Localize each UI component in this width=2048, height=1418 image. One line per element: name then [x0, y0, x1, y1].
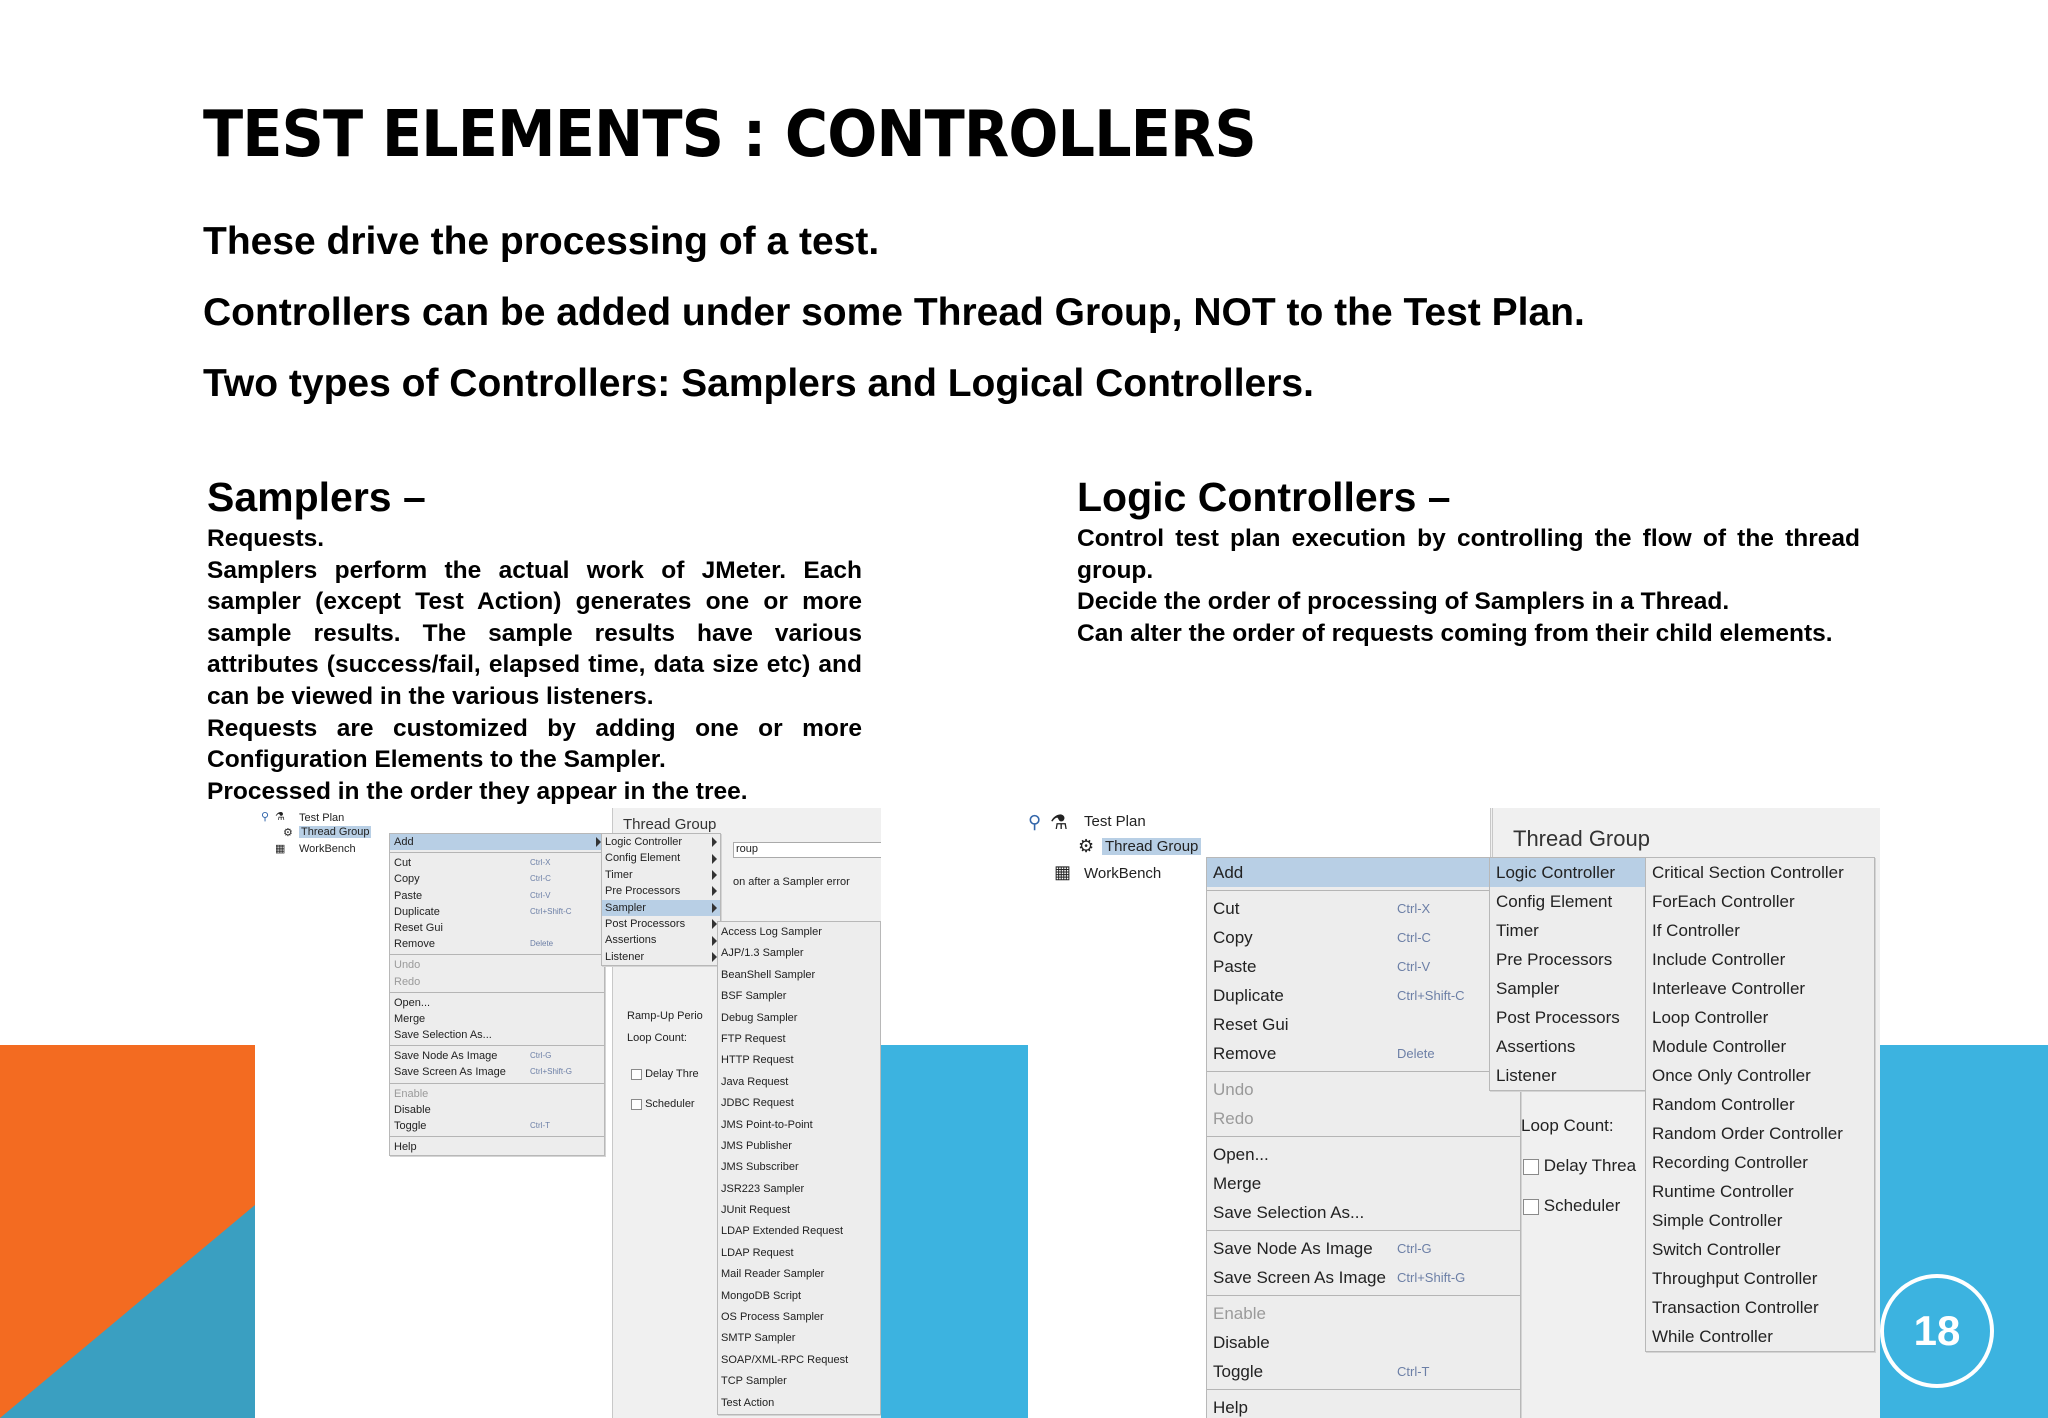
menu-item-label: Recording Controller: [1652, 1153, 1808, 1172]
menu-item-timer[interactable]: [602, 867, 720, 883]
menu-item-switch-controller[interactable]: [1646, 1235, 1874, 1264]
menu-separator: [1207, 1136, 1520, 1137]
menu-item-bsf-sampler[interactable]: [718, 986, 880, 1007]
menu-item-copy[interactable]: [1207, 923, 1520, 952]
menu-separator: [390, 1083, 604, 1084]
menu-item-smtp-sampler[interactable]: [718, 1328, 880, 1349]
menu-item-label: Enable: [394, 1087, 429, 1100]
menu-item-label: Random Controller: [1652, 1095, 1795, 1114]
menu-item-label: Add: [1213, 863, 1244, 882]
menu-item-junit-request[interactable]: [718, 1200, 880, 1221]
menu-item-label: Save Screen As Image: [394, 1066, 506, 1079]
tree-expand-icon[interactable]: ⚲: [1028, 812, 1042, 832]
submenu-arrow-icon: [712, 837, 717, 847]
menu-item-label: Cut: [1213, 899, 1240, 918]
samplers-paragraph: Requests.: [207, 525, 325, 552]
menu-item-merge[interactable]: [390, 1011, 604, 1027]
menu-item-if-controller[interactable]: [1646, 916, 1874, 945]
menu-separator: [1207, 1230, 1520, 1231]
menu-item-label: OS Process Sampler: [721, 1311, 824, 1324]
menu-item-label: Switch Controller: [1652, 1240, 1781, 1259]
menu-item-label: Save Node As Image: [1213, 1239, 1373, 1258]
menu-item-label: Toggle: [1213, 1362, 1264, 1381]
menu-item-help[interactable]: [390, 1139, 604, 1155]
menu-item-shortcut: Ctrl-V: [530, 890, 551, 900]
panel-error-label: on after a Sampler error: [733, 876, 850, 888]
menu-item-label: LDAP Request: [721, 1246, 794, 1259]
menu-item-label: Runtime Controller: [1652, 1182, 1794, 1201]
menu-item-enable[interactable]: [1207, 1299, 1520, 1328]
menu-item-label: If Controller: [1652, 921, 1740, 940]
menu-item-save-selection-as[interactable]: [390, 1027, 604, 1043]
menu-item-label: Module Controller: [1652, 1037, 1787, 1056]
menu-item-label: Java Request: [721, 1075, 789, 1088]
submenu-arrow-icon: [712, 886, 717, 896]
menu-item-label: Help: [1213, 1398, 1248, 1417]
samplers-heading: Samplers –: [207, 474, 426, 520]
menu-item-label: Duplicate: [394, 905, 440, 918]
menu-item-label: Logic Controller: [1496, 863, 1616, 882]
menu-item-assertions[interactable]: [602, 932, 720, 948]
menu-separator: [390, 1045, 604, 1046]
menu-item-label: Pre Processors: [605, 885, 681, 898]
menu-item-label: Help: [394, 1141, 417, 1154]
menu-item-shortcut: Ctrl+Shift-C: [1397, 988, 1465, 1003]
menu-item-label: SMTP Sampler: [721, 1332, 796, 1345]
menu-item-label: JMS Point-to-Point: [721, 1118, 813, 1131]
menu-item-label: Reset Gui: [1213, 1015, 1289, 1034]
checkbox-icon[interactable]: [631, 1099, 642, 1110]
tree-item-workbench[interactable]: WorkBench: [1084, 865, 1162, 882]
context-menu: [389, 833, 605, 1156]
page-number-badge: 18: [1880, 1274, 1994, 1388]
panel-title: Thread Group: [1513, 826, 1650, 851]
menu-item-save-screen-as-image[interactable]: [1207, 1263, 1520, 1292]
add-submenu: [601, 833, 721, 966]
menu-item-label: Duplicate: [1213, 986, 1284, 1005]
tree-item-thread-group[interactable]: Thread Group: [1102, 838, 1201, 855]
submenu-arrow-icon: [712, 870, 717, 880]
menu-item-label: Access Log Sampler: [721, 926, 822, 938]
menu-item-reset-gui[interactable]: [390, 920, 604, 936]
menu-item-disable[interactable]: [1207, 1328, 1520, 1357]
menu-item-label: HTTP Request: [721, 1054, 794, 1067]
checkbox-icon[interactable]: [1523, 1199, 1539, 1215]
menu-item-label: Loop Controller: [1652, 1008, 1769, 1027]
menu-item-label: Copy: [394, 873, 420, 886]
checkbox-icon[interactable]: [631, 1069, 642, 1080]
menu-item-label: MongoDB Script: [721, 1289, 802, 1302]
delay-thread-label: Delay Threa: [1543, 1156, 1637, 1175]
menu-item-label: JDBC Request: [721, 1097, 794, 1110]
menu-item-label: Paste: [394, 889, 423, 902]
menu-item-shortcut: Ctrl-G: [1397, 1241, 1432, 1256]
workbench-icon: ▦: [275, 843, 286, 855]
menu-item-shortcut: Ctrl-T: [1397, 1364, 1430, 1379]
menu-item-label: Random Order Controller: [1652, 1124, 1843, 1143]
menu-item-label: Throughput Controller: [1652, 1269, 1818, 1288]
panel-name-field[interactable]: roup: [733, 842, 881, 858]
menu-item-shortcut: Ctrl+Shift-G: [1397, 1270, 1466, 1285]
menu-item-label: Sampler: [605, 901, 646, 914]
menu-item-os-process-sampler[interactable]: [718, 1307, 880, 1328]
menu-item-label: Disable: [1213, 1333, 1270, 1352]
samplers-body: [207, 523, 862, 807]
menu-item-label: Listener: [1496, 1066, 1557, 1085]
menu-item-critical-section-controller[interactable]: [1646, 858, 1874, 887]
menu-item-ajp-1-3-sampler[interactable]: [718, 943, 880, 964]
menu-item-disable[interactable]: [390, 1102, 604, 1118]
delay-thread-option[interactable]: [1523, 1156, 1636, 1176]
menu-item-help[interactable]: [1207, 1393, 1520, 1418]
menu-item-shortcut: Ctrl-C: [1397, 930, 1431, 945]
menu-item-interleave-controller[interactable]: [1646, 974, 1874, 1003]
menu-item-jms-subscriber[interactable]: [718, 1157, 880, 1178]
menu-item-label: Sampler: [1496, 979, 1560, 998]
menu-item-jms-point-to-point[interactable]: [718, 1115, 880, 1136]
menu-item-duplicate[interactable]: [1207, 981, 1520, 1010]
menu-item-label: Save Node As Image: [394, 1050, 498, 1063]
blue-band-shape: [880, 1045, 1028, 1418]
menu-item-label: Merge: [1213, 1174, 1262, 1193]
jmeter-sampler-screenshot: [255, 808, 881, 1418]
loop-count-label: Loop Count:: [627, 1032, 687, 1044]
menu-item-jdbc-request[interactable]: [718, 1093, 880, 1114]
logic-paragraph: Control test plan execution by controlling the flow of the thread group.: [1077, 525, 1860, 584]
menu-item-label: Toggle: [394, 1120, 427, 1132]
menu-item-redo[interactable]: [390, 974, 604, 990]
menu-item-label: BeanShell Sampler: [721, 968, 816, 981]
menu-item-label: Interleave Controller: [1652, 979, 1806, 998]
menu-item-shortcut: Delete: [530, 939, 554, 949]
samplers-paragraph: Samplers perform the actual work of JMeter. Each sampler (except Test Action) generates one or more sample results. The sample results have various attributes (success/fail, elapsed time, data size etc) and can be viewed in the various listeners.: [207, 556, 862, 710]
menu-separator: [1207, 1389, 1520, 1390]
menu-item-test-action[interactable]: [718, 1393, 880, 1414]
menu-item-label: TCP Sampler: [721, 1375, 787, 1388]
menu-item-label: JMS Subscriber: [721, 1161, 799, 1174]
menu-item-config-element[interactable]: [602, 850, 720, 866]
tree-item-workbench[interactable]: WorkBench: [299, 843, 356, 855]
thread-group-icon: ⚙: [283, 827, 293, 839]
menu-item-copy[interactable]: [390, 871, 604, 887]
menu-item-reset-gui[interactable]: [1207, 1010, 1520, 1039]
menu-item-shortcut: Ctrl-C: [530, 874, 551, 884]
tree-item-thread-group[interactable]: Thread Group: [301, 826, 370, 838]
menu-item-label: Remove: [394, 938, 435, 951]
menu-item-label: Merge: [394, 1012, 426, 1025]
menu-item-http-request[interactable]: [718, 1050, 880, 1071]
menu-item-post-processors[interactable]: [602, 916, 720, 932]
menu-item-tcp-sampler[interactable]: [718, 1371, 880, 1392]
tree-item-test-plan[interactable]: Test Plan: [1084, 813, 1146, 830]
menu-item-shortcut: Ctrl-V: [1397, 959, 1431, 974]
menu-item-cut[interactable]: [1207, 894, 1520, 923]
menu-item-label: Undo: [394, 959, 421, 972]
menu-item-simple-controller[interactable]: [1646, 1206, 1874, 1235]
menu-item-label: Transaction Controller: [1652, 1298, 1819, 1317]
scheduler-option[interactable]: [1523, 1196, 1620, 1216]
menu-item-label: Save Selection As...: [394, 1029, 492, 1042]
thread-group-icon: ⚙: [1078, 836, 1095, 856]
menu-item-label: Assertions: [605, 934, 657, 947]
menu-item-label: Save Screen As Image: [1213, 1268, 1386, 1287]
tree-item-test-plan[interactable]: Test Plan: [299, 812, 345, 824]
menu-item-label: Paste: [1213, 957, 1257, 976]
bullet-line: These drive the processing of a test.: [203, 220, 880, 263]
logic-controller-submenu: [1645, 857, 1875, 1352]
logic-body: [1077, 523, 1860, 649]
menu-item-add[interactable]: [1207, 858, 1520, 887]
slide-title: TEST ELEMENTS : CONTROLLERS: [203, 98, 1256, 172]
menu-item-jms-publisher[interactable]: [718, 1136, 880, 1157]
menu-separator: [1207, 1071, 1520, 1072]
menu-item-mail-reader-sampler[interactable]: [718, 1264, 880, 1285]
menu-item-label: Config Element: [1496, 892, 1613, 911]
menu-item-ldap-request[interactable]: [718, 1243, 880, 1264]
menu-item-label: Config Element: [605, 852, 681, 865]
scheduler-label: Scheduler: [1543, 1196, 1621, 1215]
menu-item-toggle[interactable]: [1207, 1357, 1520, 1386]
menu-item-undo[interactable]: [390, 957, 604, 973]
menu-separator: [390, 954, 604, 955]
checkbox-icon[interactable]: [1523, 1159, 1539, 1175]
menu-item-save-selection-as[interactable]: [1207, 1198, 1520, 1227]
context-menu: [1206, 857, 1521, 1418]
menu-item-enable[interactable]: [390, 1086, 604, 1102]
menu-item-label: Test Action: [721, 1396, 775, 1409]
menu-item-label: SOAP/XML-RPC Request: [721, 1353, 849, 1366]
menu-item-shortcut: Ctrl-T: [530, 1121, 550, 1130]
menu-item-merge[interactable]: [1207, 1169, 1520, 1198]
menu-item-label: Redo: [1213, 1109, 1254, 1128]
menu-item-runtime-controller[interactable]: [1646, 1177, 1874, 1206]
menu-item-label: AJP/1.3 Sampler: [721, 947, 804, 960]
logic-paragraph: Can alter the order of requests coming from their child elements.: [1077, 619, 1833, 647]
menu-item-throughput-controller[interactable]: [1646, 1264, 1874, 1293]
menu-item-label: Post Processors: [1496, 1008, 1620, 1027]
menu-item-shortcut: Ctrl-X: [530, 858, 551, 868]
menu-item-while-controller[interactable]: [1646, 1322, 1874, 1351]
menu-item-ldap-extended-request[interactable]: [718, 1221, 880, 1242]
menu-item-label: Timer: [605, 868, 633, 881]
menu-item-shortcut: Ctrl-X: [1397, 901, 1431, 916]
menu-item-label: Enable: [1213, 1304, 1266, 1323]
menu-item-label: While Controller: [1652, 1327, 1773, 1346]
submenu-arrow-icon: [712, 854, 717, 864]
menu-item-label: Once Only Controller: [1652, 1066, 1811, 1085]
menu-item-label: JUnit Request: [721, 1204, 791, 1217]
test-plan-icon: ⚗: [275, 811, 285, 823]
menu-item-label: Redo: [394, 975, 421, 988]
menu-item-random-order-controller[interactable]: [1646, 1119, 1874, 1148]
menu-item-include-controller[interactable]: [1646, 945, 1874, 974]
samplers-paragraph: Processed in the order they appear in the tree.: [207, 777, 748, 805]
menu-item-label: Debug Sampler: [721, 1011, 798, 1024]
menu-item-beanshell-sampler[interactable]: [718, 965, 880, 986]
menu-item-remove[interactable]: [390, 936, 604, 952]
menu-item-save-screen-as-image[interactable]: [390, 1064, 604, 1080]
scheduler-label: Scheduler: [645, 1098, 695, 1110]
menu-item-label: Logic Controller: [605, 836, 683, 848]
menu-item-shortcut: Ctrl+Shift-G: [530, 1067, 573, 1077]
menu-item-duplicate[interactable]: [390, 904, 604, 920]
menu-item-label: Add: [394, 836, 414, 848]
menu-item-logic-controller[interactable]: [602, 834, 720, 850]
menu-item-label: Critical Section Controller: [1652, 863, 1844, 882]
menu-item-add[interactable]: [390, 834, 604, 850]
menu-item-label: LDAP Extended Request: [721, 1225, 844, 1238]
menu-item-random-controller[interactable]: [1646, 1090, 1874, 1119]
sampler-submenu: [717, 921, 881, 1415]
menu-item-label: ForEach Controller: [1652, 892, 1795, 911]
menu-item-label: FTP Request: [721, 1032, 786, 1045]
bullet-line: Two types of Controllers: Samplers and Logical Controllers.: [203, 362, 1314, 405]
menu-item-mongodb-script[interactable]: [718, 1286, 880, 1307]
loop-count-label: Loop Count:: [1521, 1116, 1614, 1135]
menu-item-label: Listener: [605, 950, 645, 963]
menu-item-ftp-request[interactable]: [718, 1029, 880, 1050]
menu-item-label: Undo: [1213, 1080, 1254, 1099]
menu-item-toggle[interactable]: [390, 1118, 604, 1134]
workbench-icon: ▦: [1054, 862, 1072, 882]
menu-item-save-node-as-image[interactable]: [1207, 1234, 1520, 1263]
menu-item-pre-processors[interactable]: [602, 883, 720, 899]
menu-item-label: Remove: [1213, 1044, 1277, 1063]
menu-item-access-log-sampler[interactable]: [718, 922, 880, 943]
menu-separator: [1207, 890, 1520, 891]
menu-item-label: JMS Publisher: [721, 1139, 792, 1152]
menu-separator: [390, 992, 604, 993]
menu-item-label: Open...: [394, 996, 431, 1009]
delay-thread-label: Delay Thre: [645, 1068, 699, 1080]
bullet-line: Controllers can be added under some Thread Group, NOT to the Test Plan.: [203, 291, 1585, 334]
menu-item-label: JSR223 Sampler: [721, 1182, 805, 1195]
menu-item-label: Cut: [394, 857, 412, 870]
menu-item-recording-controller[interactable]: [1646, 1148, 1874, 1177]
delay-thread-option[interactable]: [631, 1068, 699, 1080]
menu-item-paste[interactable]: [1207, 952, 1520, 981]
menu-item-shortcut: Delete: [1397, 1046, 1435, 1061]
menu-item-label: Post Processors: [605, 917, 686, 930]
menu-item-sampler[interactable]: [602, 900, 720, 916]
ramp-up-label: Ramp-Up Perio: [627, 1010, 703, 1022]
menu-item-label: Simple Controller: [1652, 1211, 1783, 1230]
menu-item-redo[interactable]: [1207, 1104, 1520, 1133]
menu-item-open[interactable]: [1207, 1140, 1520, 1169]
menu-item-label: Mail Reader Sampler: [721, 1268, 825, 1281]
test-plan-icon: ⚗: [1050, 812, 1068, 834]
menu-item-debug-sampler[interactable]: [718, 1008, 880, 1029]
menu-item-label: Open...: [1213, 1145, 1269, 1164]
logic-column: [1077, 474, 1860, 649]
menu-item-label: BSF Sampler: [721, 990, 787, 1003]
menu-item-label: Timer: [1496, 921, 1539, 940]
menu-item-module-controller[interactable]: [1646, 1032, 1874, 1061]
tree-expand-icon[interactable]: ⚲: [261, 811, 270, 823]
menu-separator: [1207, 1295, 1520, 1296]
menu-item-label: Save Selection As...: [1213, 1203, 1365, 1222]
menu-separator: [390, 852, 604, 853]
menu-item-listener[interactable]: [602, 949, 720, 965]
menu-item-foreach-controller[interactable]: [1646, 887, 1874, 916]
menu-item-shortcut: Ctrl+Shift-C: [530, 906, 572, 916]
logic-heading: Logic Controllers –: [1077, 474, 1451, 520]
menu-item-remove[interactable]: [1207, 1039, 1520, 1068]
menu-item-loop-controller[interactable]: [1646, 1003, 1874, 1032]
menu-item-java-request[interactable]: [718, 1072, 880, 1093]
scheduler-option[interactable]: [631, 1098, 695, 1110]
samplers-column: [207, 474, 862, 807]
menu-item-label: Reset Gui: [394, 921, 443, 934]
panel-title: Thread Group: [623, 816, 717, 833]
menu-item-transaction-controller[interactable]: [1646, 1293, 1874, 1322]
submenu-arrow-icon: [712, 903, 717, 913]
menu-item-paste[interactable]: [390, 888, 604, 904]
menu-item-label: Disable: [394, 1103, 431, 1116]
menu-item-open[interactable]: [390, 995, 604, 1011]
menu-item-label: Pre Processors: [1496, 950, 1613, 969]
menu-item-soap-xml-rpc-request[interactable]: [718, 1350, 880, 1371]
menu-item-cut[interactable]: [390, 855, 604, 871]
menu-item-label: Assertions: [1496, 1037, 1576, 1056]
jmeter-logic-controller-screenshot: [1028, 808, 1880, 1418]
menu-item-label: Copy: [1213, 928, 1253, 947]
menu-item-once-only-controller[interactable]: [1646, 1061, 1874, 1090]
menu-item-jsr223-sampler[interactable]: [718, 1179, 880, 1200]
menu-item-save-node-as-image[interactable]: [390, 1048, 604, 1064]
logic-paragraph: Decide the order of processing of Samplers in a Thread.: [1077, 588, 1730, 616]
menu-item-undo[interactable]: [1207, 1075, 1520, 1104]
menu-separator: [390, 1136, 604, 1137]
samplers-paragraph: Requests are customized by adding one or more Configuration Elements to the Sampler.: [207, 714, 862, 774]
menu-item-label: Include Controller: [1652, 950, 1786, 969]
menu-item-shortcut: Ctrl-G: [530, 1051, 552, 1061]
